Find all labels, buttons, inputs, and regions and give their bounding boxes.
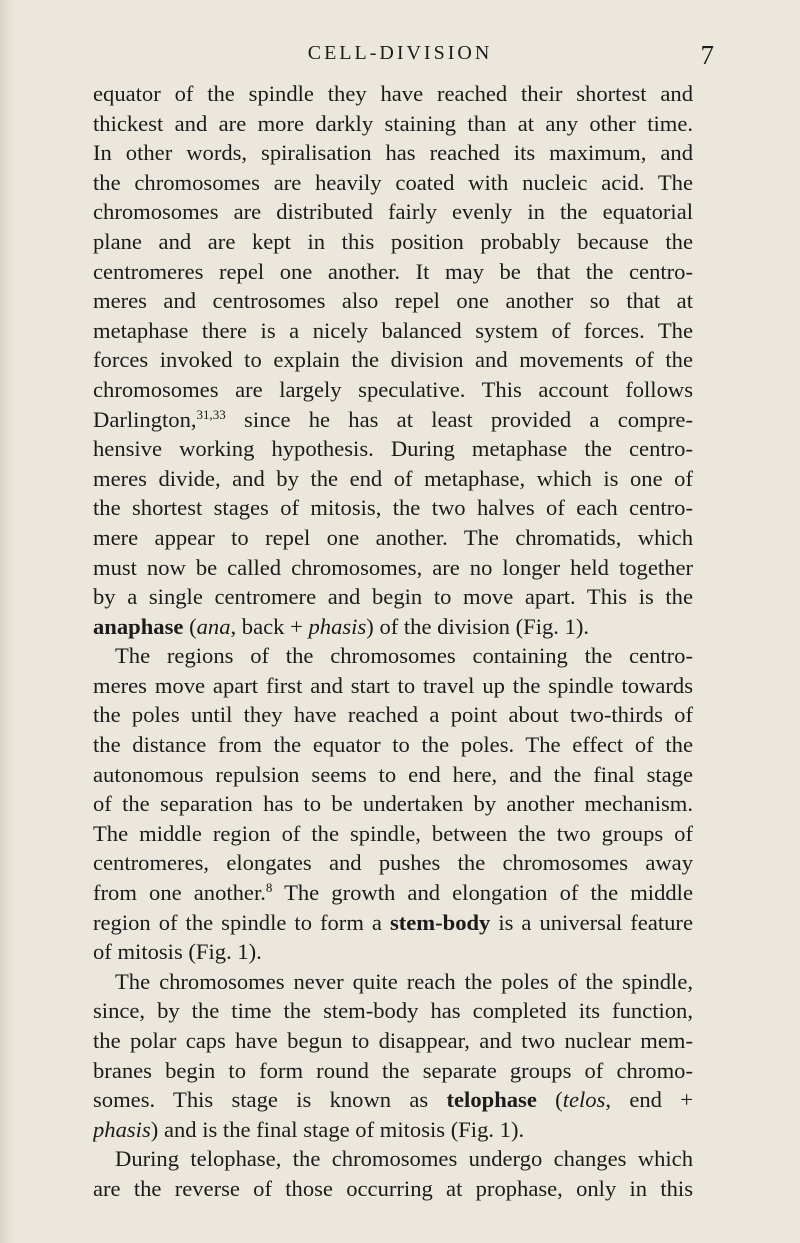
text-line (93, 1115, 693, 1145)
text-run: hensive working hypothesis. During metaphase the centro- (93, 436, 693, 462)
spine-shadow (0, 0, 14, 1243)
text-line (93, 1144, 693, 1174)
text-run: of mitosis (Fig. 1). (93, 939, 262, 965)
text-line (93, 257, 693, 287)
text-run: meres divide, and by the end of metaphase, which is one of (93, 465, 693, 491)
text-run: The chromosomes never quite reach the poles of the spindle, (115, 968, 693, 994)
text-run: must now be called chromosomes, are no longer held together (93, 554, 693, 580)
text-run: The regions of the chromosomes containing the centro- (115, 643, 693, 669)
text-run: Darlington, (93, 406, 197, 432)
text-run: since, by the time the stem-body has completed its function, (93, 998, 693, 1024)
text-line (93, 789, 693, 819)
text-run: the chromosomes are heavily coated with nucleic acid. The (93, 169, 693, 195)
text-line (93, 937, 693, 967)
text-line (93, 109, 693, 139)
text-run: autonomous repulsion seems to end here, and the final stage (93, 761, 693, 787)
text-line (93, 168, 693, 198)
text-line (93, 345, 693, 375)
text-run: plane and are kept in this position probably because the (93, 228, 693, 254)
text-line (93, 197, 693, 227)
text-run: branes begin to form round the separate groups of chromo- (93, 1057, 693, 1083)
text-line (93, 1085, 693, 1115)
text-line (93, 493, 693, 523)
text-line (93, 405, 693, 435)
text-run: centromeres repel one another. It may be that the centro- (93, 258, 693, 284)
text-line (93, 138, 693, 168)
text-run: from one another. (93, 880, 266, 906)
text-run: by a single centromere and begin to move apart. This is the (93, 584, 693, 610)
text-line (93, 434, 693, 464)
reference-superscript: 31, (196, 406, 213, 422)
text-run: are the reverse of those occurring at prophase, only in this (93, 1175, 693, 1201)
text-run: , end + (605, 1087, 693, 1113)
text-line (93, 760, 693, 790)
italic-term: phasis (93, 1116, 151, 1142)
text-run: ) of the division (Fig. 1). (366, 613, 590, 639)
text-run: the shortest stages of mitosis, the two halves of each centro- (93, 495, 693, 521)
text-run: mere appear to repel one another. The chromatids, which (93, 524, 693, 550)
text-run: During telophase, the chromosomes undergo changes which (115, 1146, 693, 1172)
text-line (93, 848, 693, 878)
text-run: equator of the spindle they have reached their shortest and (93, 81, 693, 106)
body-text (93, 79, 693, 1204)
text-line (93, 523, 693, 553)
text-run: ( (183, 613, 197, 639)
text-run: ) and is the final stage of mitosis (Fig. 1). (150, 1116, 525, 1142)
text-line (93, 286, 693, 316)
text-run: chromosomes are distributed fairly evenly in the equatorial (93, 199, 693, 225)
page-header (0, 36, 800, 76)
reference-superscript: 33 (212, 406, 226, 422)
text-run: In other words, spiralisation has reached its maximum, and (93, 140, 693, 166)
text-run: since he has at least provided a compre- (225, 406, 693, 432)
bold-term: telophase (446, 1087, 537, 1113)
text-line (93, 671, 693, 701)
text-run: of the separation has to be undertaken by another mechanism. (93, 791, 693, 817)
text-line (93, 819, 693, 849)
text-run: region of the spindle to form a (93, 909, 390, 935)
italic-term: ana (196, 613, 231, 639)
text-run: chromosomes are largely speculative. This account follows (93, 376, 693, 402)
bold-term: anaphase (93, 613, 184, 639)
text-line (93, 730, 693, 760)
text-run: the polar caps have begun to disappear, and two nuclear mem- (93, 1028, 693, 1053)
page-number: 7 (700, 40, 714, 70)
italic-term: telos (562, 1087, 606, 1113)
text-run: forces invoked to explain the division and movements of the (93, 347, 693, 373)
text-line (93, 316, 693, 346)
text-run: the poles until they have reached a point about two-thirds of (93, 702, 693, 728)
text-run: ( (536, 1087, 563, 1113)
text-line (93, 464, 693, 494)
text-run: meres move apart first and start to travel up the spindle towards (93, 672, 693, 698)
text-line (93, 967, 693, 997)
text-run: meres and centrosomes also repel one another so that at (93, 288, 693, 314)
text-run: , back + (230, 613, 309, 639)
text-line (93, 1026, 693, 1056)
text-line (93, 612, 693, 642)
text-run: thickest and are more darkly staining than at any other time. (93, 110, 693, 136)
text-line (93, 1174, 693, 1204)
text-line (93, 996, 693, 1026)
text-line (93, 553, 693, 583)
text-run: somes. This stage is known as (93, 1087, 447, 1113)
text-line (93, 582, 693, 612)
reference-superscript: 8 (265, 880, 273, 896)
italic-term: phasis (308, 613, 367, 639)
text-line (93, 700, 693, 730)
text-line (93, 641, 693, 671)
text-run: The growth and elongation of the middle (272, 880, 693, 906)
text-run: The middle region of the spindle, between the two groups of (93, 820, 693, 846)
text-line (93, 79, 693, 109)
text-run: the distance from the equator to the poles. The effect of the (93, 732, 693, 758)
text-line (93, 227, 693, 257)
text-line (93, 908, 693, 938)
text-run: centromeres, elongates and pushes the chromosomes away (93, 850, 693, 876)
text-line (93, 878, 693, 908)
text-run: metaphase there is a nicely balanced system of forces. The (93, 317, 693, 343)
text-run: is a universal feature (490, 909, 693, 935)
text-line (93, 1056, 693, 1086)
text-line (93, 375, 693, 405)
running-head: CELL-DIVISION (307, 42, 493, 64)
bold-term: stem-body (389, 909, 491, 935)
